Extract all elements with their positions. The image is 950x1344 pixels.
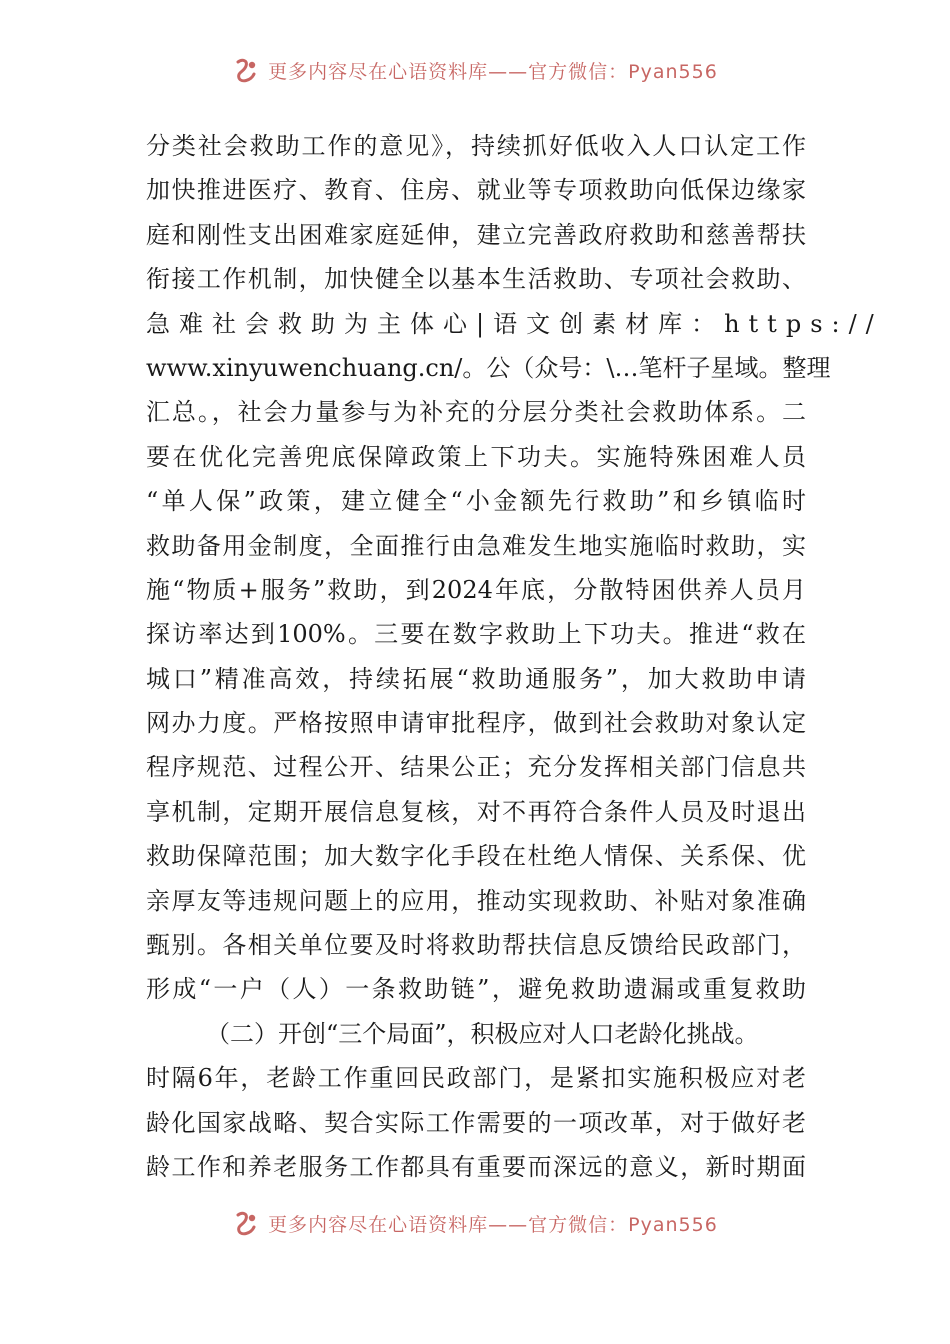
paragraph-line: 网办力度。严格按照申请审批程序，做到社会救助对象认定: [146, 709, 806, 738]
paragraph-line: 庭和刚性支出困难家庭延伸，建立完善政府救助和慈善帮扶: [146, 220, 806, 249]
header-watermark-text: 更多内容尽在心语资料库——官方微信：Pyan556: [268, 60, 718, 83]
section-line: 时隔6年，老龄工作重回民政部门，是紧扣实施积极应对老: [146, 1064, 806, 1093]
paragraph-line: 汇总。，社会力量参与为补充的分层分类社会救助体系。二: [146, 398, 806, 427]
document-body: [146, 124, 883, 1189]
section-line: 龄工作和养老服务工作都具有重要而深远的意义，新时期面: [146, 1152, 806, 1181]
paragraph-line: 城口”精准高效，持续拓展“救助通服务”，加大救助申请: [146, 664, 806, 693]
footer-watermark-banner: [0, 1203, 950, 1243]
paragraph-line: 衔接工作机制，加快健全以基本生活救助、专项社会救助、: [146, 265, 806, 294]
paragraph-line: 要在优化完善兜底保障政策上下功夫。实施特殊困难人员: [146, 442, 806, 471]
paragraph-line: 程序规范、过程公开、结果公正；充分发挥相关部门信息共: [146, 753, 806, 782]
paragraph-line: 救助备用金制度，全面推行由急难发生地实施临时救助，实: [146, 531, 806, 560]
paragraph-line: 加快推进医疗、教育、住房、就业等专项救助向低保边缘家: [146, 176, 806, 205]
paragraph-line: 探访率达到100%。三要在数字救助上下功夫。推进“救在: [146, 620, 806, 649]
paragraph-line: 甄别。各相关单位要及时将救助帮扶信息反馈给民政部门，: [146, 931, 806, 960]
paragraph-line: 施“物质+服务”救助，到2024年底，分散特困供养人员月: [146, 575, 806, 604]
paragraph-line: “单人保”政策，建立健全“小金额先行救助”和乡镇临时: [146, 487, 806, 516]
paragraph-line: 形成“一户（人）一条救助链”，避免救助遗漏或重复救助: [146, 975, 806, 1004]
brand-logo-icon: [232, 1209, 260, 1237]
paragraph-line: 享机制，定期开展信息复核，对不再符合条件人员及时退出: [146, 797, 806, 826]
paragraph-line: 分类社会救助工作的意见》，持续抓好低收入人口认定工作: [146, 132, 806, 160]
paragraph-line: 亲厚友等违规问题上的应用，推动实现救助、补贴对象准确: [146, 886, 806, 915]
brand-logo-icon: [232, 56, 260, 84]
footer-watermark-text: 更多内容尽在心语资料库——官方微信：Pyan556: [268, 1213, 718, 1236]
paragraph-line: 救助保障范围；加大数字化手段在杜绝人情保、关系保、优: [146, 842, 806, 871]
paragraph-line: www.xinyuwenchuang.cn/。公（众号：\…笔杆子星域。整理: [146, 353, 831, 382]
paragraph-line: 急难社会救助为主体心|语文创素材库：https://: [146, 309, 883, 338]
header-watermark-banner: [0, 50, 950, 90]
section-heading: （二）开创“三个局面”，积极应对人口老龄化挑战。: [206, 1019, 759, 1048]
section-line: 龄化国家战略、契合实际工作需要的一项改革，对于做好老: [146, 1108, 806, 1137]
